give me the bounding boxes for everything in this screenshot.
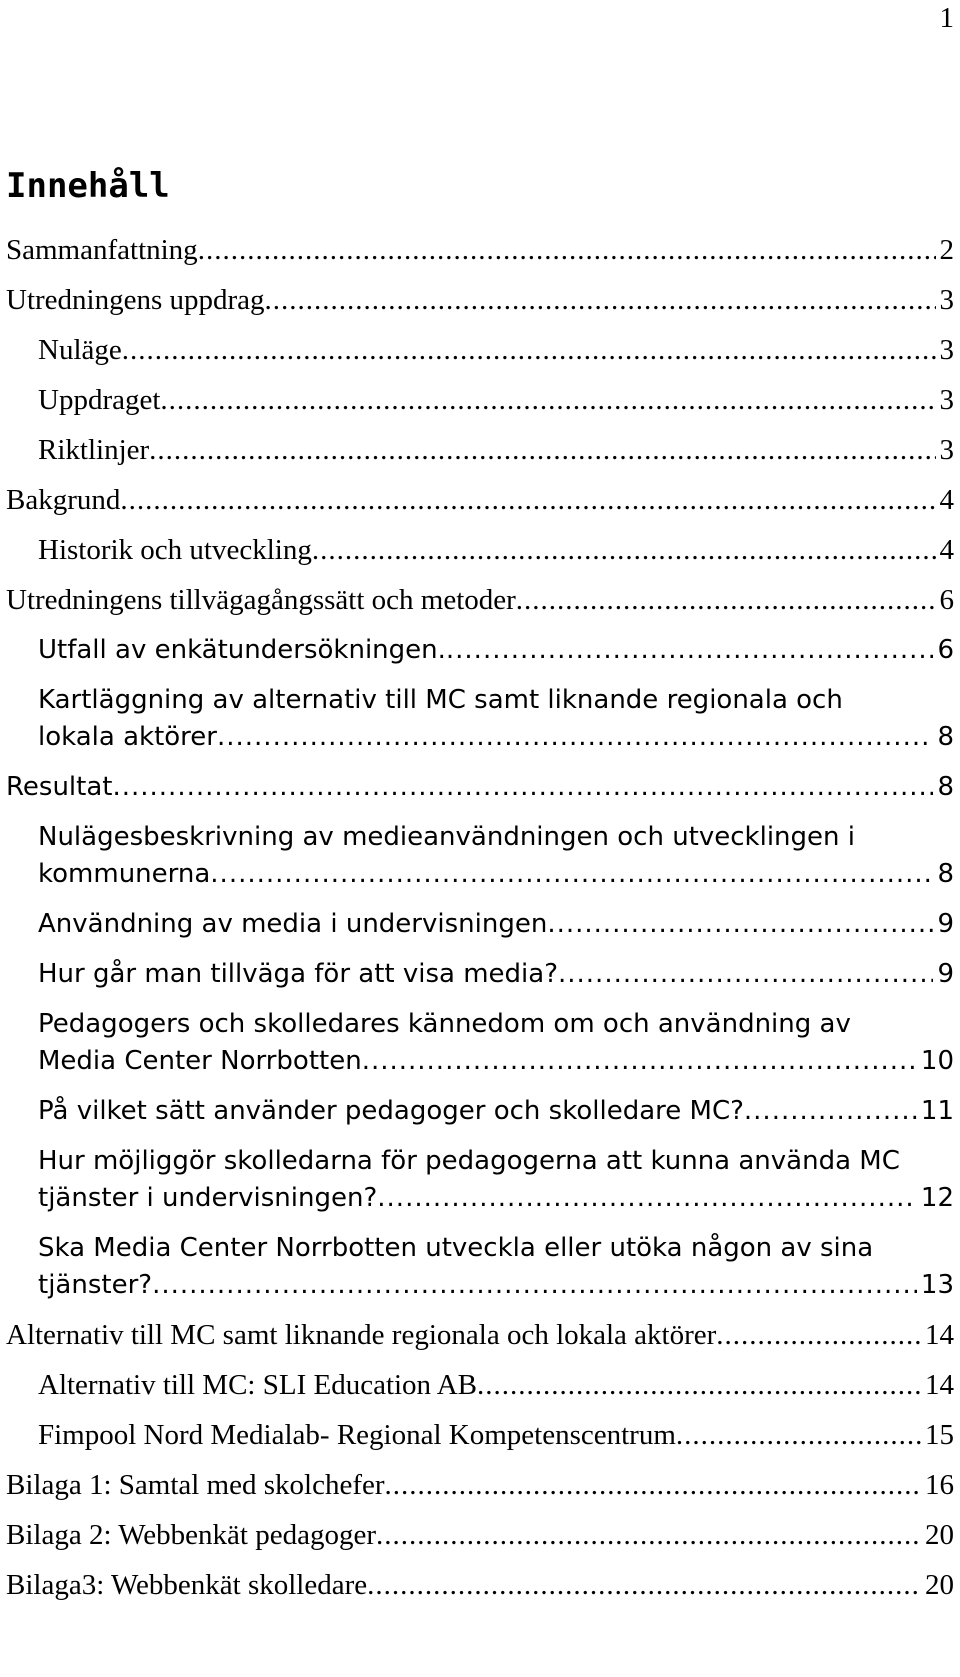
toc-entry-page: 3: [939, 284, 954, 316]
toc-entry-page: 11: [920, 1096, 954, 1126]
toc-leader-dots: [112, 769, 933, 806]
toc-entry-title-line1: Nulägesbeskrivning av medieanvändningen och utvecklingen i: [38, 822, 855, 852]
toc-entry-title: Nuläge: [38, 334, 122, 366]
toc-entry-page: 10: [920, 1046, 954, 1076]
toc-entry-title-line1: Kartläggning av alternativ till MC samt liknande regionala och: [38, 685, 843, 715]
toc-leader-dots: [210, 856, 933, 893]
toc-entry[interactable]: [6, 1567, 954, 1604]
toc-entry[interactable]: [6, 906, 954, 943]
toc-entry[interactable]: [6, 332, 954, 369]
toc-leader-dots: [312, 532, 936, 569]
toc-entry-page: 20: [925, 1519, 954, 1551]
toc-entry-title-line1: Hur möjliggör skolledarna för pedagogerna att kunna använda MC: [38, 1146, 900, 1176]
toc-entry-page: 14: [925, 1369, 954, 1401]
toc-entry-page: 8: [937, 722, 954, 752]
toc-leader-dots: [376, 1517, 921, 1554]
toc-leader-dots: [362, 1043, 917, 1080]
toc-entry-page: 13: [920, 1270, 954, 1300]
toc-entry-title: Riktlinjer: [38, 434, 150, 466]
toc-entry[interactable]: [6, 632, 954, 669]
toc-leader-dots: [446, 632, 934, 669]
toc-leader-dots: [744, 1093, 917, 1130]
toc-leader-dots: [676, 1417, 921, 1454]
toc-entry-title: Utredningens uppdrag: [6, 284, 265, 316]
toc-leader-dots: [516, 582, 936, 619]
toc-leader-dots: [385, 1467, 921, 1504]
toc-entry[interactable]: [6, 1006, 954, 1080]
toc-entry-title: Bilaga 1: Samtal med skolchefer: [6, 1469, 385, 1501]
toc-entry[interactable]: [6, 1517, 954, 1554]
toc-entry-title: Bilaga3: Webbenkät skolledare: [6, 1569, 368, 1601]
toc-entry[interactable]: [6, 482, 954, 519]
toc-leader-dots: [547, 906, 933, 943]
toc-entry-page: 9: [937, 909, 954, 939]
toc-entry-title-line1: Pedagogers och skolledares kännedom om och användning av: [38, 1009, 851, 1039]
toc-leader-dots: [716, 1317, 921, 1354]
toc-entry-page: 16: [925, 1469, 954, 1501]
toc-entry-page: 3: [939, 384, 954, 416]
toc-leader-dots: [152, 1267, 917, 1304]
toc-entry-title: Sammanfattning: [6, 234, 198, 266]
toc-entry-title: Utredningens tillvägagångssätt och metoder: [6, 584, 516, 616]
toc-leader-dots: [377, 1180, 917, 1217]
toc-entry[interactable]: [6, 769, 954, 806]
toc-entry-page: 6: [937, 635, 954, 665]
toc-entry-title: Användning av media i undervisningen: [38, 909, 548, 939]
toc-entry-title: Resultat: [6, 772, 113, 802]
toc-entry-page: 8: [937, 859, 954, 889]
toc-leader-dots: [160, 382, 935, 419]
toc-leader-dots: [265, 282, 936, 319]
toc-entry-page: 14: [925, 1319, 954, 1351]
toc-entry-page: 4: [939, 534, 954, 566]
toc-entry-page: 8: [937, 772, 954, 802]
toc-entry-title: Hur går man tillväga för att visa media?: [38, 959, 558, 989]
toc-entry[interactable]: [6, 1143, 954, 1217]
toc-entry-title: Utfall av enkätundersökningen.: [38, 635, 446, 665]
toc-entry[interactable]: [6, 1317, 954, 1354]
toc-entry[interactable]: [6, 232, 954, 269]
toc-entry-title: Fimpool Nord Medialab- Regional Kompetenscentrum: [38, 1419, 676, 1451]
toc-entry[interactable]: [6, 532, 954, 569]
toc-leader-dots: [122, 332, 936, 369]
toc-entry[interactable]: [6, 682, 954, 756]
toc-entry-title: Media Center Norrbotten: [38, 1046, 362, 1076]
toc-entry-page: 3: [939, 334, 954, 366]
toc-entry[interactable]: [6, 432, 954, 469]
table-of-contents: [6, 232, 954, 1617]
toc-entry[interactable]: [6, 282, 954, 319]
toc-entry-page: 3: [939, 434, 954, 466]
toc-entry[interactable]: [6, 1230, 954, 1304]
toc-entry[interactable]: [6, 819, 954, 893]
toc-entry[interactable]: [6, 582, 954, 619]
toc-entry-title: På vilket sätt använder pedagoger och skolledare MC?: [38, 1096, 744, 1126]
toc-entry-title: tjänster i undervisningen?: [38, 1183, 378, 1213]
toc-leader-dots: [558, 956, 933, 993]
toc-entry-page: 6: [939, 584, 954, 616]
page-number: 1: [939, 2, 954, 34]
toc-entry-title: Bakgrund: [6, 484, 121, 516]
toc-entry-page: 15: [925, 1419, 954, 1451]
toc-leader-dots: [217, 719, 933, 756]
toc-entry-title: Uppdraget: [38, 384, 161, 416]
toc-entry-title: lokala aktörer: [38, 722, 217, 752]
toc-entry-page: 20: [925, 1569, 954, 1601]
toc-entry-title: Alternativ till MC samt liknande regionala och lokala aktörer: [6, 1319, 717, 1351]
toc-entry-title: Alternativ till MC: SLI Education AB: [38, 1369, 477, 1401]
toc-leader-dots: [120, 482, 935, 519]
toc-entry[interactable]: [6, 1417, 954, 1454]
toc-entry[interactable]: [6, 1093, 954, 1130]
toc-entry-page: 2: [939, 234, 954, 266]
toc-entry-title-line1: Ska Media Center Norrbotten utveckla eller utöka någon av sina: [38, 1233, 874, 1263]
toc-entry-page: 12: [920, 1183, 954, 1213]
toc-entry[interactable]: [6, 956, 954, 993]
toc-entry-title: Bilaga 2: Webbenkät pedagoger: [6, 1519, 376, 1551]
toc-leader-dots: [149, 432, 935, 469]
toc-entry[interactable]: [6, 1367, 954, 1404]
toc-leader-dots: [367, 1567, 921, 1604]
toc-entry-page: 4: [939, 484, 954, 516]
toc-entry[interactable]: [6, 382, 954, 419]
toc-entry-title: Historik och utveckling: [38, 534, 312, 566]
toc-heading: Innehåll: [6, 166, 170, 206]
toc-entry-title: tjänster?: [38, 1270, 153, 1300]
toc-entry-page: 9: [937, 959, 954, 989]
toc-leader-dots: [198, 232, 936, 269]
toc-entry-title: kommunerna: [38, 859, 211, 889]
toc-entry[interactable]: [6, 1467, 954, 1504]
toc-leader-dots: [477, 1367, 921, 1404]
